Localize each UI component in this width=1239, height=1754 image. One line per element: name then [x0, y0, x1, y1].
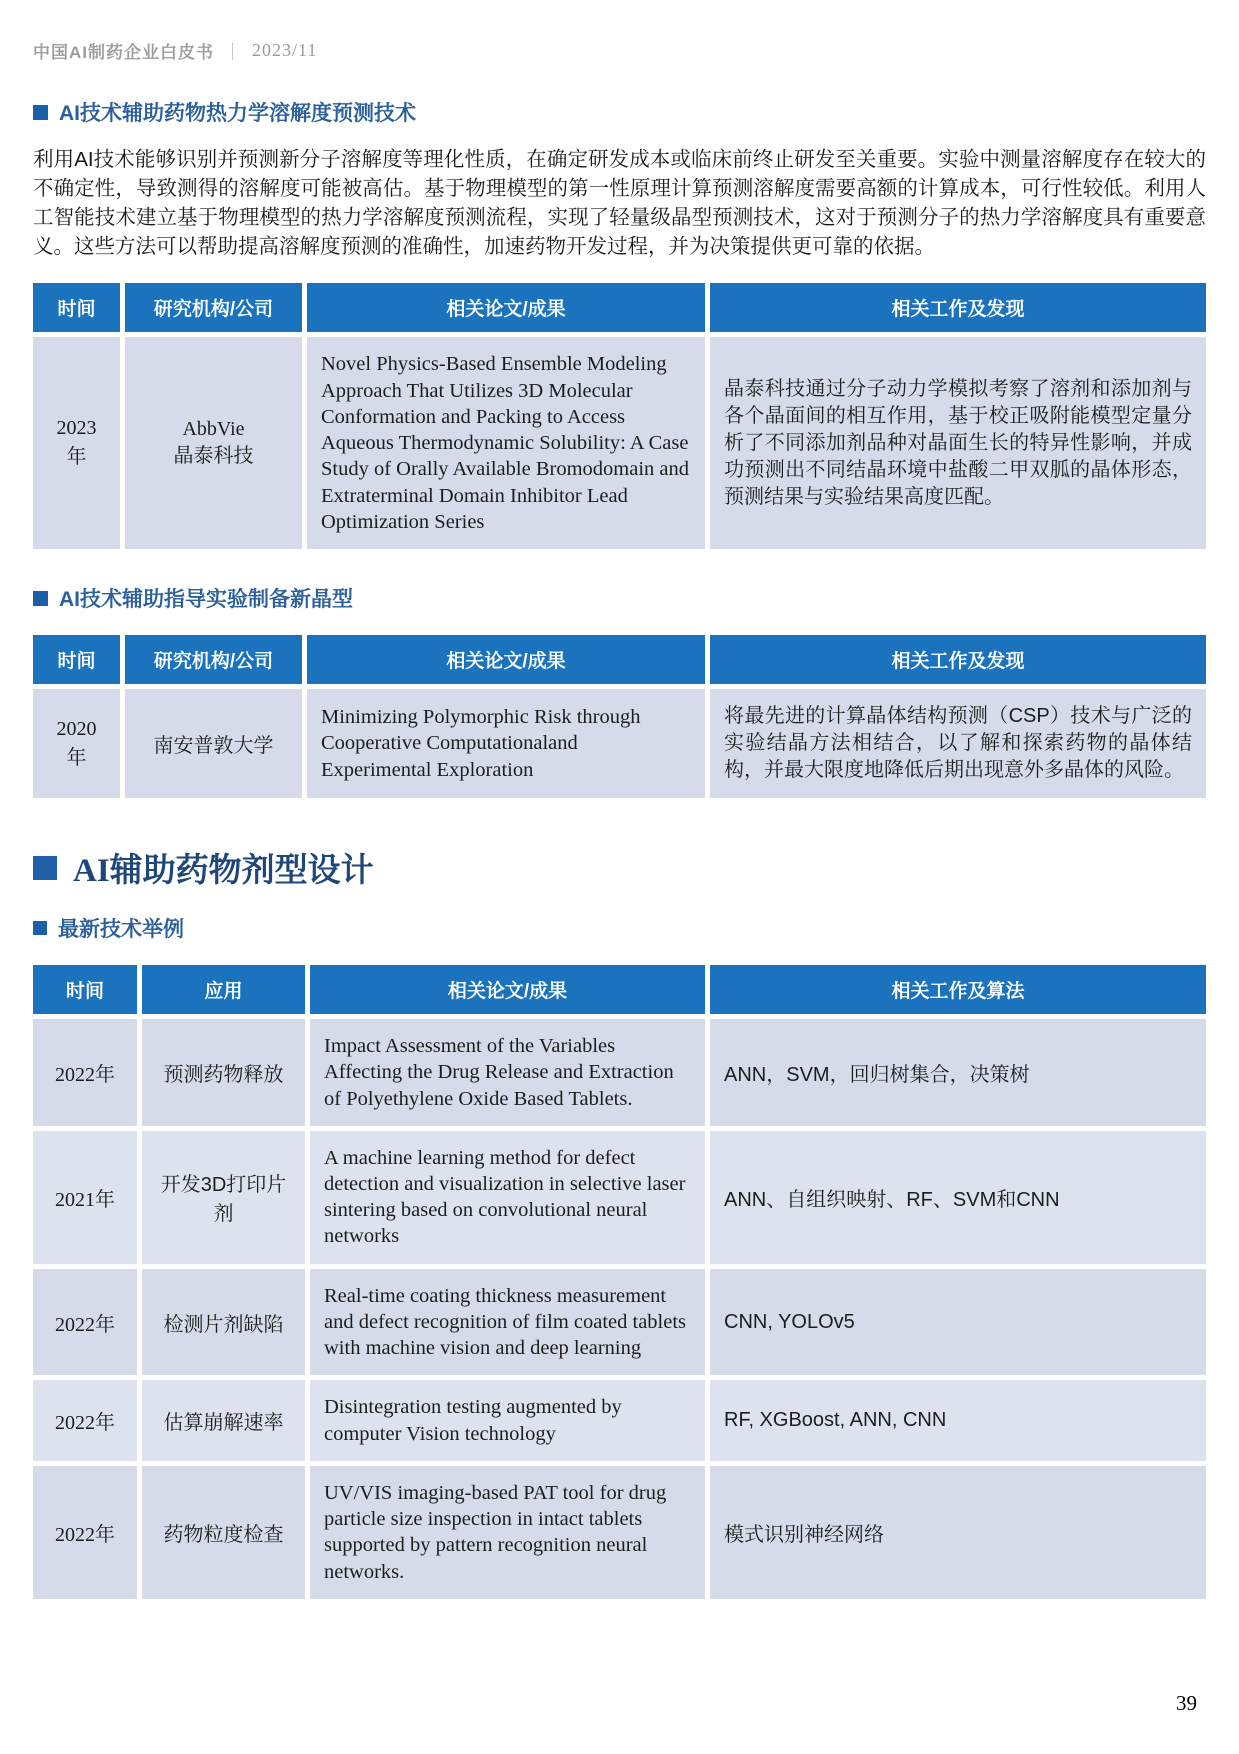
- column-header: 相关工作及算法: [710, 965, 1206, 1014]
- cell-org: [125, 337, 302, 549]
- header-divider: ｜: [224, 43, 242, 62]
- formulation-table: [33, 965, 1206, 1599]
- section-heading-solubility: [33, 97, 1206, 127]
- cell-time: 2022年: [33, 1019, 137, 1126]
- column-header: 时间: [33, 283, 120, 332]
- cell-work: 晶泰科技通过分子动力学模拟考察了溶剂和添加剂与各个晶面间的相互作用，基于校正吸附能模型定量分析了不同添加剂品种对晶面生长的特异性影响，并成功预测出不同结晶环境中盐酸二甲双胍的晶体形态，预测结果与实验结果高度匹配。: [710, 337, 1206, 549]
- solubility-paragraph: 利用AI技术能够识别并预测新分子溶解度等理化性质，在确定研发成本或临床前终止研发至关重要。实验中测量溶解度存在较大的不确定性，导致测得的溶解度可能被高估。基于物理模型的第一性原理计算预测溶解度需要高额的计算成本，可行性较低。利用人工智能技术建立基于物理模型的热力学溶解度预测流程，实现了轻量级晶型预测技术，这对于预测分子的热力学溶解度具有重要意义。这些方法可以帮助提高溶解度预测的准确性，加速药物开发过程，并为决策提供更可靠的依据。: [33, 148, 1206, 259]
- cell-algorithms: 模式识别神经网络: [710, 1466, 1206, 1599]
- cell-org: 南安普敦大学: [125, 689, 302, 798]
- cell-application: 开发3D打印片剂: [142, 1131, 305, 1264]
- subheading-latest-tech: [33, 913, 1206, 943]
- cell-application: 估算崩解速率: [142, 1380, 305, 1460]
- cell-work: 将最先进的计算晶体结构预测（CSP）技术与广泛的实验结晶方法相结合，以了解和探索药物的晶体结构，并最大限度地降低后期出现意外多晶体的风险。: [710, 689, 1206, 798]
- doc-date: 2023/11: [252, 40, 318, 60]
- square-bullet-icon: [33, 856, 57, 880]
- cell-paper: A machine learning method for defect detection and visualization in selective laser sintering based on convolutional neural networks: [310, 1131, 705, 1264]
- column-header: 相关论文/成果: [307, 283, 705, 332]
- cell-time: 2022年: [33, 1380, 137, 1460]
- cell-algorithms: RF, XGBoost, ANN, CNN: [710, 1380, 1206, 1460]
- cell-time: 2022年: [33, 1466, 137, 1599]
- cell-paper: UV/VIS imaging-based PAT tool for drug particle size inspection in intact tablets supported by pattern recognition neural networks.: [310, 1466, 705, 1599]
- column-header: 应用: [142, 965, 305, 1014]
- cell-paper: Novel Physics-Based Ensemble Modeling Approach That Utilizes 3D Molecular Conformation and Packing to Access Aqueous Thermodynamic Solubility: A Case Study of Orally Available Bromodomain and Extraterminal Domain Inhibitor Lead Optimization Series: [307, 337, 705, 549]
- section-title-text: AI辅助药物剂型设计: [73, 853, 374, 890]
- cell-algorithms: ANN，SVM，回归树集合，决策树: [710, 1019, 1206, 1126]
- section-heading-crystal: [33, 583, 1206, 613]
- cell-time: 2020年: [33, 689, 120, 798]
- org-line-1: AbbVie: [182, 418, 245, 441]
- org-line-2: 晶泰科技: [173, 445, 254, 468]
- cell-paper: Disintegration testing augmented by computer Vision technology: [310, 1380, 705, 1460]
- column-header: 时间: [33, 635, 120, 684]
- section-heading-text: AI技术辅助药物热力学溶解度预测技术: [59, 102, 416, 125]
- cell-time: 2022年: [33, 1269, 137, 1376]
- column-header: 时间: [33, 965, 137, 1014]
- cell-time: 2021年: [33, 1131, 137, 1264]
- section-title-formulation: [33, 844, 1206, 891]
- solubility-table: [33, 283, 1206, 549]
- cell-paper: Minimizing Polymorphic Risk through Cooperative Computationaland Experimental Exploration: [307, 689, 705, 798]
- section-heading-text: AI技术辅助指导实验制备新晶型: [59, 588, 353, 612]
- doc-header: [33, 38, 1206, 63]
- column-header: 相关工作及发现: [710, 635, 1206, 684]
- column-header: 研究机构/公司: [125, 635, 302, 684]
- column-header: 相关论文/成果: [310, 965, 705, 1014]
- column-header: 研究机构/公司: [125, 283, 302, 332]
- column-header: 相关论文/成果: [307, 635, 705, 684]
- cell-algorithms: CNN, YOLOv5: [710, 1269, 1206, 1376]
- subheading-text: 最新技术举例: [58, 918, 184, 942]
- cell-paper: Impact Assessment of the Variables Affecting the Drug Release and Extraction of Polyethylene Oxide Based Tablets.: [310, 1019, 705, 1126]
- cell-application: 预测药物释放: [142, 1019, 305, 1126]
- square-bullet-icon: [33, 105, 48, 120]
- cell-paper: Real-time coating thickness measurement and defect recognition of film coated tablets with machine vision and deep learning: [310, 1269, 705, 1376]
- cell-time: 2023年: [33, 337, 120, 549]
- cell-application: 药物粒度检查: [142, 1466, 305, 1599]
- cell-application: 检测片剂缺陷: [142, 1269, 305, 1376]
- page-number: 39: [1176, 1691, 1197, 1715]
- cell-algorithms: ANN、自组织映射、RF、SVM和CNN: [710, 1131, 1206, 1264]
- column-header: 相关工作及发现: [710, 283, 1206, 332]
- crystal-table: [33, 635, 1206, 798]
- square-bullet-icon: [33, 921, 47, 935]
- doc-title: 中国AI制药企业白皮书: [33, 43, 214, 62]
- square-bullet-icon: [33, 591, 48, 606]
